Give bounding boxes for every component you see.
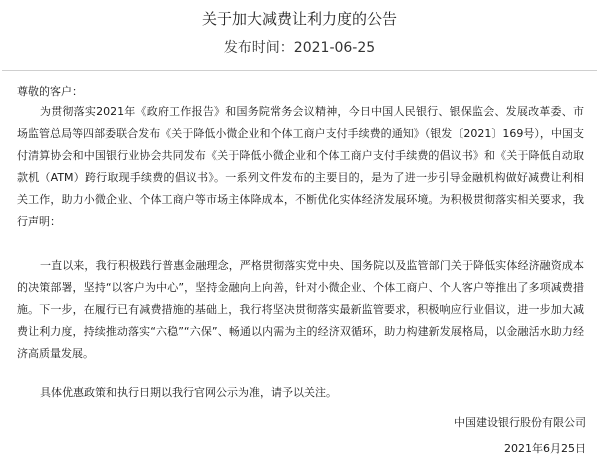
divider [2, 70, 597, 71]
body-paragraph-1: 为贯彻落实2021年《政府工作报告》和国务院常务会议精神，今日中国人民银行、银保监会、发展改革委、市场监管总局等四部委联合发布《关于降低小微企业和个体工商户支付手续费的通知》（银发〔2021〕169号），中国支付清算协会和中国银行业协会共同发布《关于降低小微企业和个体工商户支付手续费的倡议书》和《关于降低自动取款机（ATM）跨行取现手续费的倡议书》。一系列文件发布的主要目的，是为了进一步引导金融机构做好减费让利相关工作，助力小微企业、个体工商户等市场主体降成本，不断优化实体经济发展环境。为积极贯彻落实相关要求，我行声明： [17, 105, 584, 228]
publish-time: 发布时间：2021-06-25 [223, 40, 376, 56]
sign-date: 2021年6月25日 [504, 442, 586, 455]
body-paragraph-3: 具体优惠政策和执行日期以我行官网公示为准，请予以关注。 [40, 386, 337, 399]
notice-title: 关于加大减费让利力度的公告 [201, 10, 397, 28]
greeting: 尊敬的客户： [17, 85, 83, 98]
signer: 中国建设银行股份有限公司 [454, 416, 586, 429]
body-paragraph-2: 一直以来，我行积极践行普惠金融理念，严格贯彻落实党中央、国务院以及监管部门关于降低实体经济融资成本的决策部署，坚持“以客户为中心”，坚持金融向上向善，针对小微企业、个体工商户、个人客户等推出了多项减费措施。下一步，在履行已有减费措施的基础上，我行将坚决贯彻落实最新监管要求，积极响应行业倡议，进一步加大减费让利力度，持续推动落实“六稳”“六保”、畅通以内需为主的经济双循环，助力构建新发展格局，以金融活水助力经济高质量发展。 [17, 259, 584, 360]
